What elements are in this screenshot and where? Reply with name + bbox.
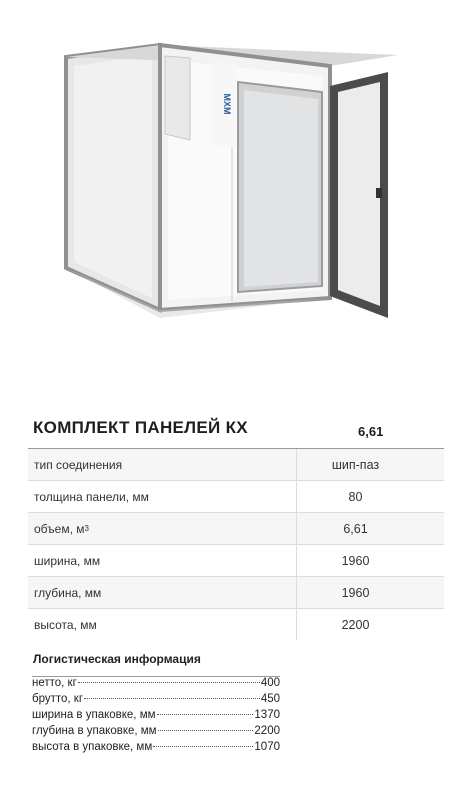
spec-value: 2200 (341, 617, 370, 632)
dot-leader (157, 714, 254, 715)
logistics-row (32, 725, 280, 741)
spec-row-volume (28, 512, 444, 544)
spec-label: тип соединения (28, 449, 297, 480)
dot-leader (153, 746, 253, 747)
logistics-label: глубина в упаковке, мм (32, 725, 157, 737)
logistics-label: высота в упаковке, мм (32, 741, 153, 753)
spec-row-connection (28, 448, 444, 480)
logistics-row (32, 677, 280, 693)
spec-label-text: объем, м (34, 521, 85, 536)
spec-label: толщина панели, мм (28, 481, 297, 512)
logistics-label: ширина в упаковке, мм (32, 709, 156, 721)
spec-label: глубина, мм (28, 577, 297, 608)
specs-table (28, 448, 444, 640)
brand-logo: МХМ (222, 93, 232, 115)
logistics-value: 1070 (254, 741, 280, 753)
logistics-list (32, 676, 280, 757)
spec-row-thickness (28, 480, 444, 512)
product-volume-value: 6,61 (358, 424, 384, 439)
dot-leader (78, 682, 260, 683)
spec-value: 1960 (341, 585, 370, 600)
spec-label: высота, мм (28, 609, 297, 640)
spec-label: ширина, мм (28, 545, 297, 576)
spec-value: 6,61 (343, 521, 368, 536)
dot-leader (158, 730, 254, 731)
spec-label-volume (28, 513, 297, 544)
cold-room-image (0, 0, 472, 370)
logistics-row (32, 709, 280, 725)
spec-label-sup: 3 (84, 524, 89, 533)
logistics-value: 1370 (254, 709, 280, 721)
logistics-value: 450 (260, 693, 280, 705)
dot-leader (84, 698, 260, 699)
logistics-row (32, 693, 280, 709)
spec-row-depth (28, 576, 444, 608)
spec-value: 1960 (341, 553, 370, 568)
spec-row-width (28, 544, 444, 576)
spec-value: 80 (348, 489, 363, 504)
product-title: КОМПЛЕКТ ПАНЕЛЕЙ КХ (33, 418, 248, 437)
logistics-label: нетто, кг (32, 677, 77, 689)
logistics-label: брутто, кг (32, 693, 84, 705)
logistics-title: Логистическая информация (33, 652, 201, 666)
spec-value: шип-паз (331, 457, 380, 472)
spec-row-height (28, 608, 444, 640)
logistics-value: 400 (260, 677, 280, 689)
logistics-value: 2200 (254, 725, 280, 737)
logistics-row (32, 741, 280, 757)
